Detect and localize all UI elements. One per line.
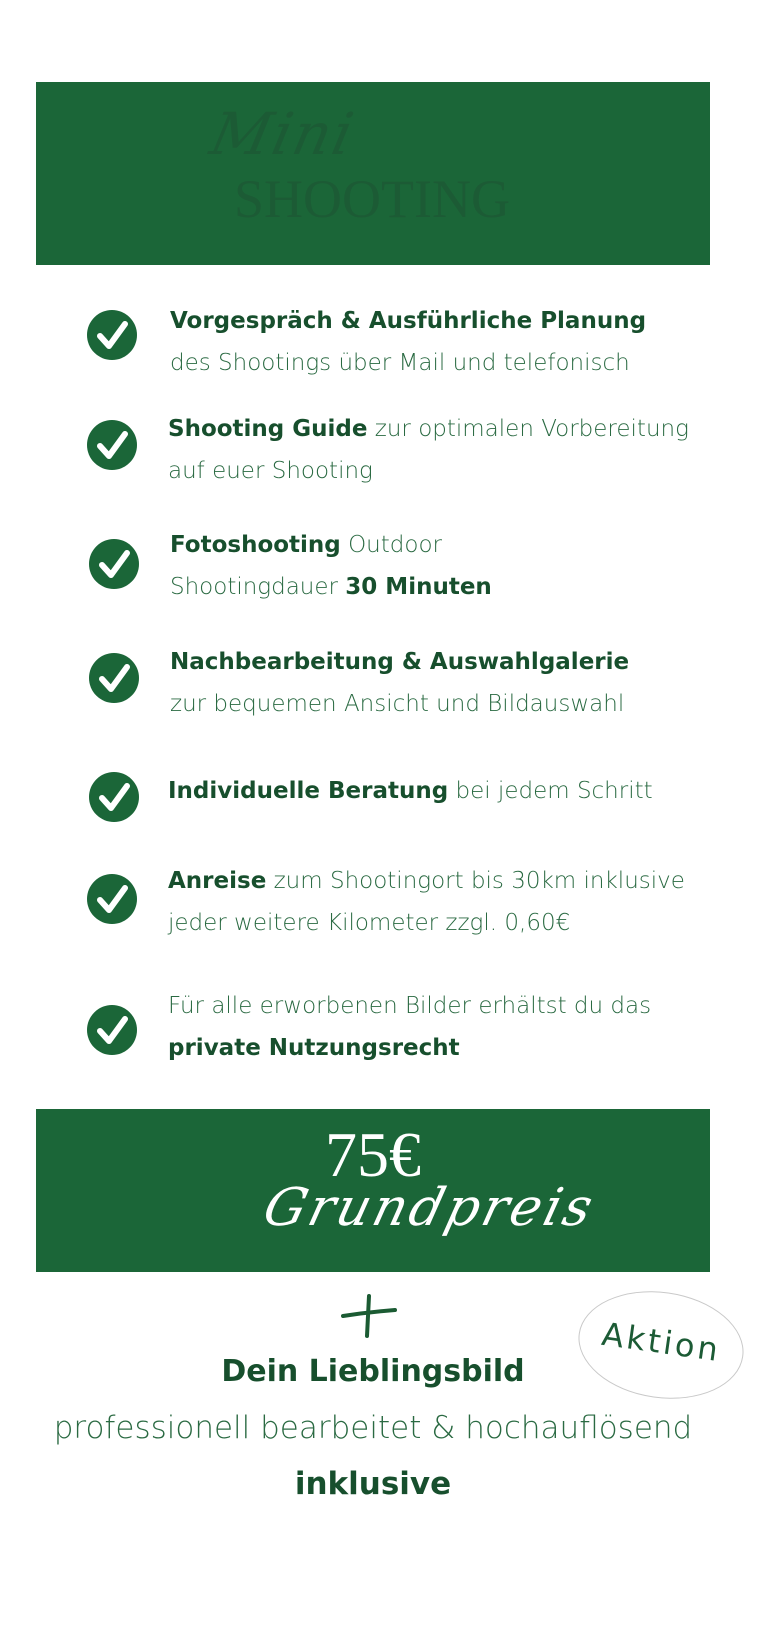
feature-detail: Für alle erworbenen Bilder erhältst du das	[168, 993, 652, 1019]
feature-text	[170, 300, 646, 384]
feature-item-guide	[0, 408, 768, 488]
feature-title: Fotoshooting	[170, 532, 341, 558]
feature-title: private Nutzungsrecht	[168, 1035, 460, 1061]
favorite-image-included: inklusive	[294, 1466, 452, 1502]
feature-text	[168, 860, 685, 944]
feature-item-usage-rights	[0, 985, 768, 1065]
checkmark-circle-icon	[87, 420, 137, 470]
feature-title: Individuelle Beratung	[168, 778, 449, 804]
feature-text	[168, 985, 651, 1069]
promo-badge	[571, 1281, 750, 1409]
feature-item-editing	[0, 641, 768, 721]
checkmark-circle-icon	[89, 653, 139, 703]
feature-rest: zur optimalen Vorbereitung	[367, 416, 689, 442]
checkmark-circle-icon	[87, 310, 137, 360]
checkmark-circle-icon	[87, 1005, 137, 1055]
promo-badge-label: Aktion	[599, 1314, 724, 1370]
price-amount: 75€	[325, 1119, 421, 1190]
feature-title: Anreise	[168, 868, 267, 894]
feature-rest: zum Shootingort bis 30km inklusive	[266, 868, 685, 894]
feature-text	[170, 524, 492, 608]
favorite-image-title: Dein Lieblingsbild	[221, 1354, 525, 1389]
checkmark-circle-icon	[89, 539, 139, 589]
feature-text	[168, 770, 653, 812]
page-title: SHOOTING	[234, 169, 510, 229]
feature-item-travel	[0, 860, 768, 940]
feature-detail: zur bequemen Ansicht und Bildauswahl	[170, 691, 625, 717]
title-script: Mini	[204, 100, 362, 168]
feature-item-consulting	[0, 770, 768, 850]
feature-title: Shooting Guide	[168, 416, 368, 442]
feature-text	[168, 408, 689, 492]
favorite-image-description: professionell bearbeitet & hochauflösend	[53, 1410, 693, 1446]
feature-item-planning	[0, 300, 768, 380]
feature-duration: 30 Minuten	[345, 574, 492, 600]
feature-detail: jeder weitere Kilometer zzgl. 0,60€	[168, 910, 571, 936]
feature-item-photoshoot	[0, 524, 768, 604]
price-label: Grundpreis	[257, 1178, 602, 1238]
feature-detail: Shootingdauer	[170, 574, 346, 600]
plus-icon	[339, 1290, 399, 1340]
feature-rest: bei jedem Schritt	[448, 778, 653, 804]
feature-text	[170, 641, 629, 725]
feature-rest: Outdoor	[340, 532, 442, 558]
feature-detail: des Shootings über Mail und telefonisch	[170, 350, 630, 376]
feature-detail: auf euer Shooting	[168, 458, 373, 484]
feature-title: Vorgespräch & Ausführliche Planung	[170, 308, 647, 334]
checkmark-circle-icon	[89, 772, 139, 822]
feature-title: Nachbearbeitung & Auswahlgalerie	[170, 649, 630, 675]
checkmark-circle-icon	[87, 874, 137, 924]
